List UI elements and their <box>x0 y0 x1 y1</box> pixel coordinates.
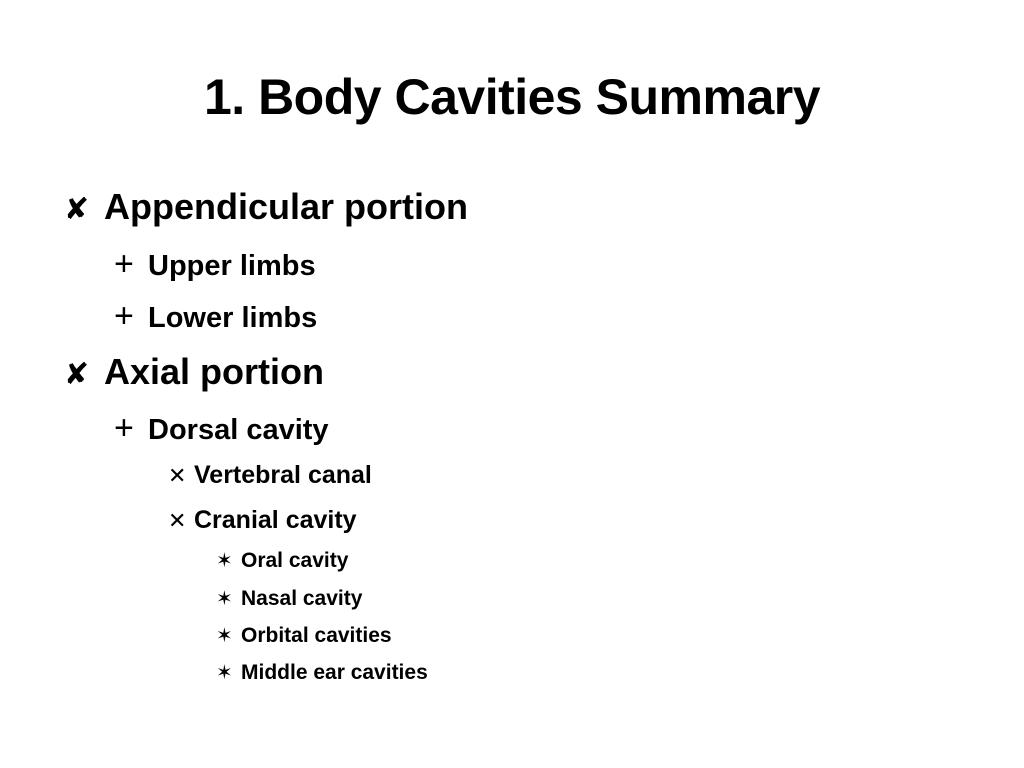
small-x-icon: ✕ <box>168 463 187 488</box>
bullet-text: Oral cavity <box>241 549 349 572</box>
bullet-text: Upper limbs <box>148 250 316 282</box>
bullet-text: Appendicular portion <box>104 186 468 227</box>
bullet-text: Lower limbs <box>148 302 318 334</box>
bullet-text: Middle ear cavities <box>241 661 428 684</box>
bullet-text: Nasal cavity <box>241 587 363 610</box>
star-icon: ✶ <box>216 588 233 610</box>
bullet-level4 <box>216 548 348 573</box>
bullet-level2 <box>114 297 317 336</box>
star-icon: ✶ <box>216 550 233 572</box>
bullet-text: Orbital cavities <box>241 624 392 647</box>
bullet-level2 <box>114 409 329 448</box>
star-icon: ✶ <box>216 662 233 684</box>
plus-icon: + <box>114 245 134 283</box>
bullet-level1 <box>64 351 324 393</box>
bullet-text: Cranial cavity <box>194 506 357 534</box>
bullet-text: Vertebral canal <box>194 461 372 489</box>
small-x-icon: ✕ <box>168 508 187 533</box>
plus-icon: + <box>114 297 134 335</box>
star-icon: ✶ <box>216 625 233 647</box>
bullet-level1 <box>64 186 468 228</box>
bullet-level3 <box>168 506 357 535</box>
bullet-text: Dorsal cavity <box>148 414 329 446</box>
x-mark-icon: ✘ <box>64 358 90 391</box>
bullet-text: Axial portion <box>104 351 325 392</box>
bullet-level4 <box>216 660 428 685</box>
x-mark-icon: ✘ <box>64 193 90 226</box>
bullet-level4 <box>216 623 392 648</box>
bullet-level2 <box>114 245 316 284</box>
plus-icon: + <box>114 409 134 447</box>
slide-title: 1. Body Cavities Summary <box>203 69 821 125</box>
bullet-level3 <box>168 461 372 490</box>
bullet-level4 <box>216 586 362 611</box>
